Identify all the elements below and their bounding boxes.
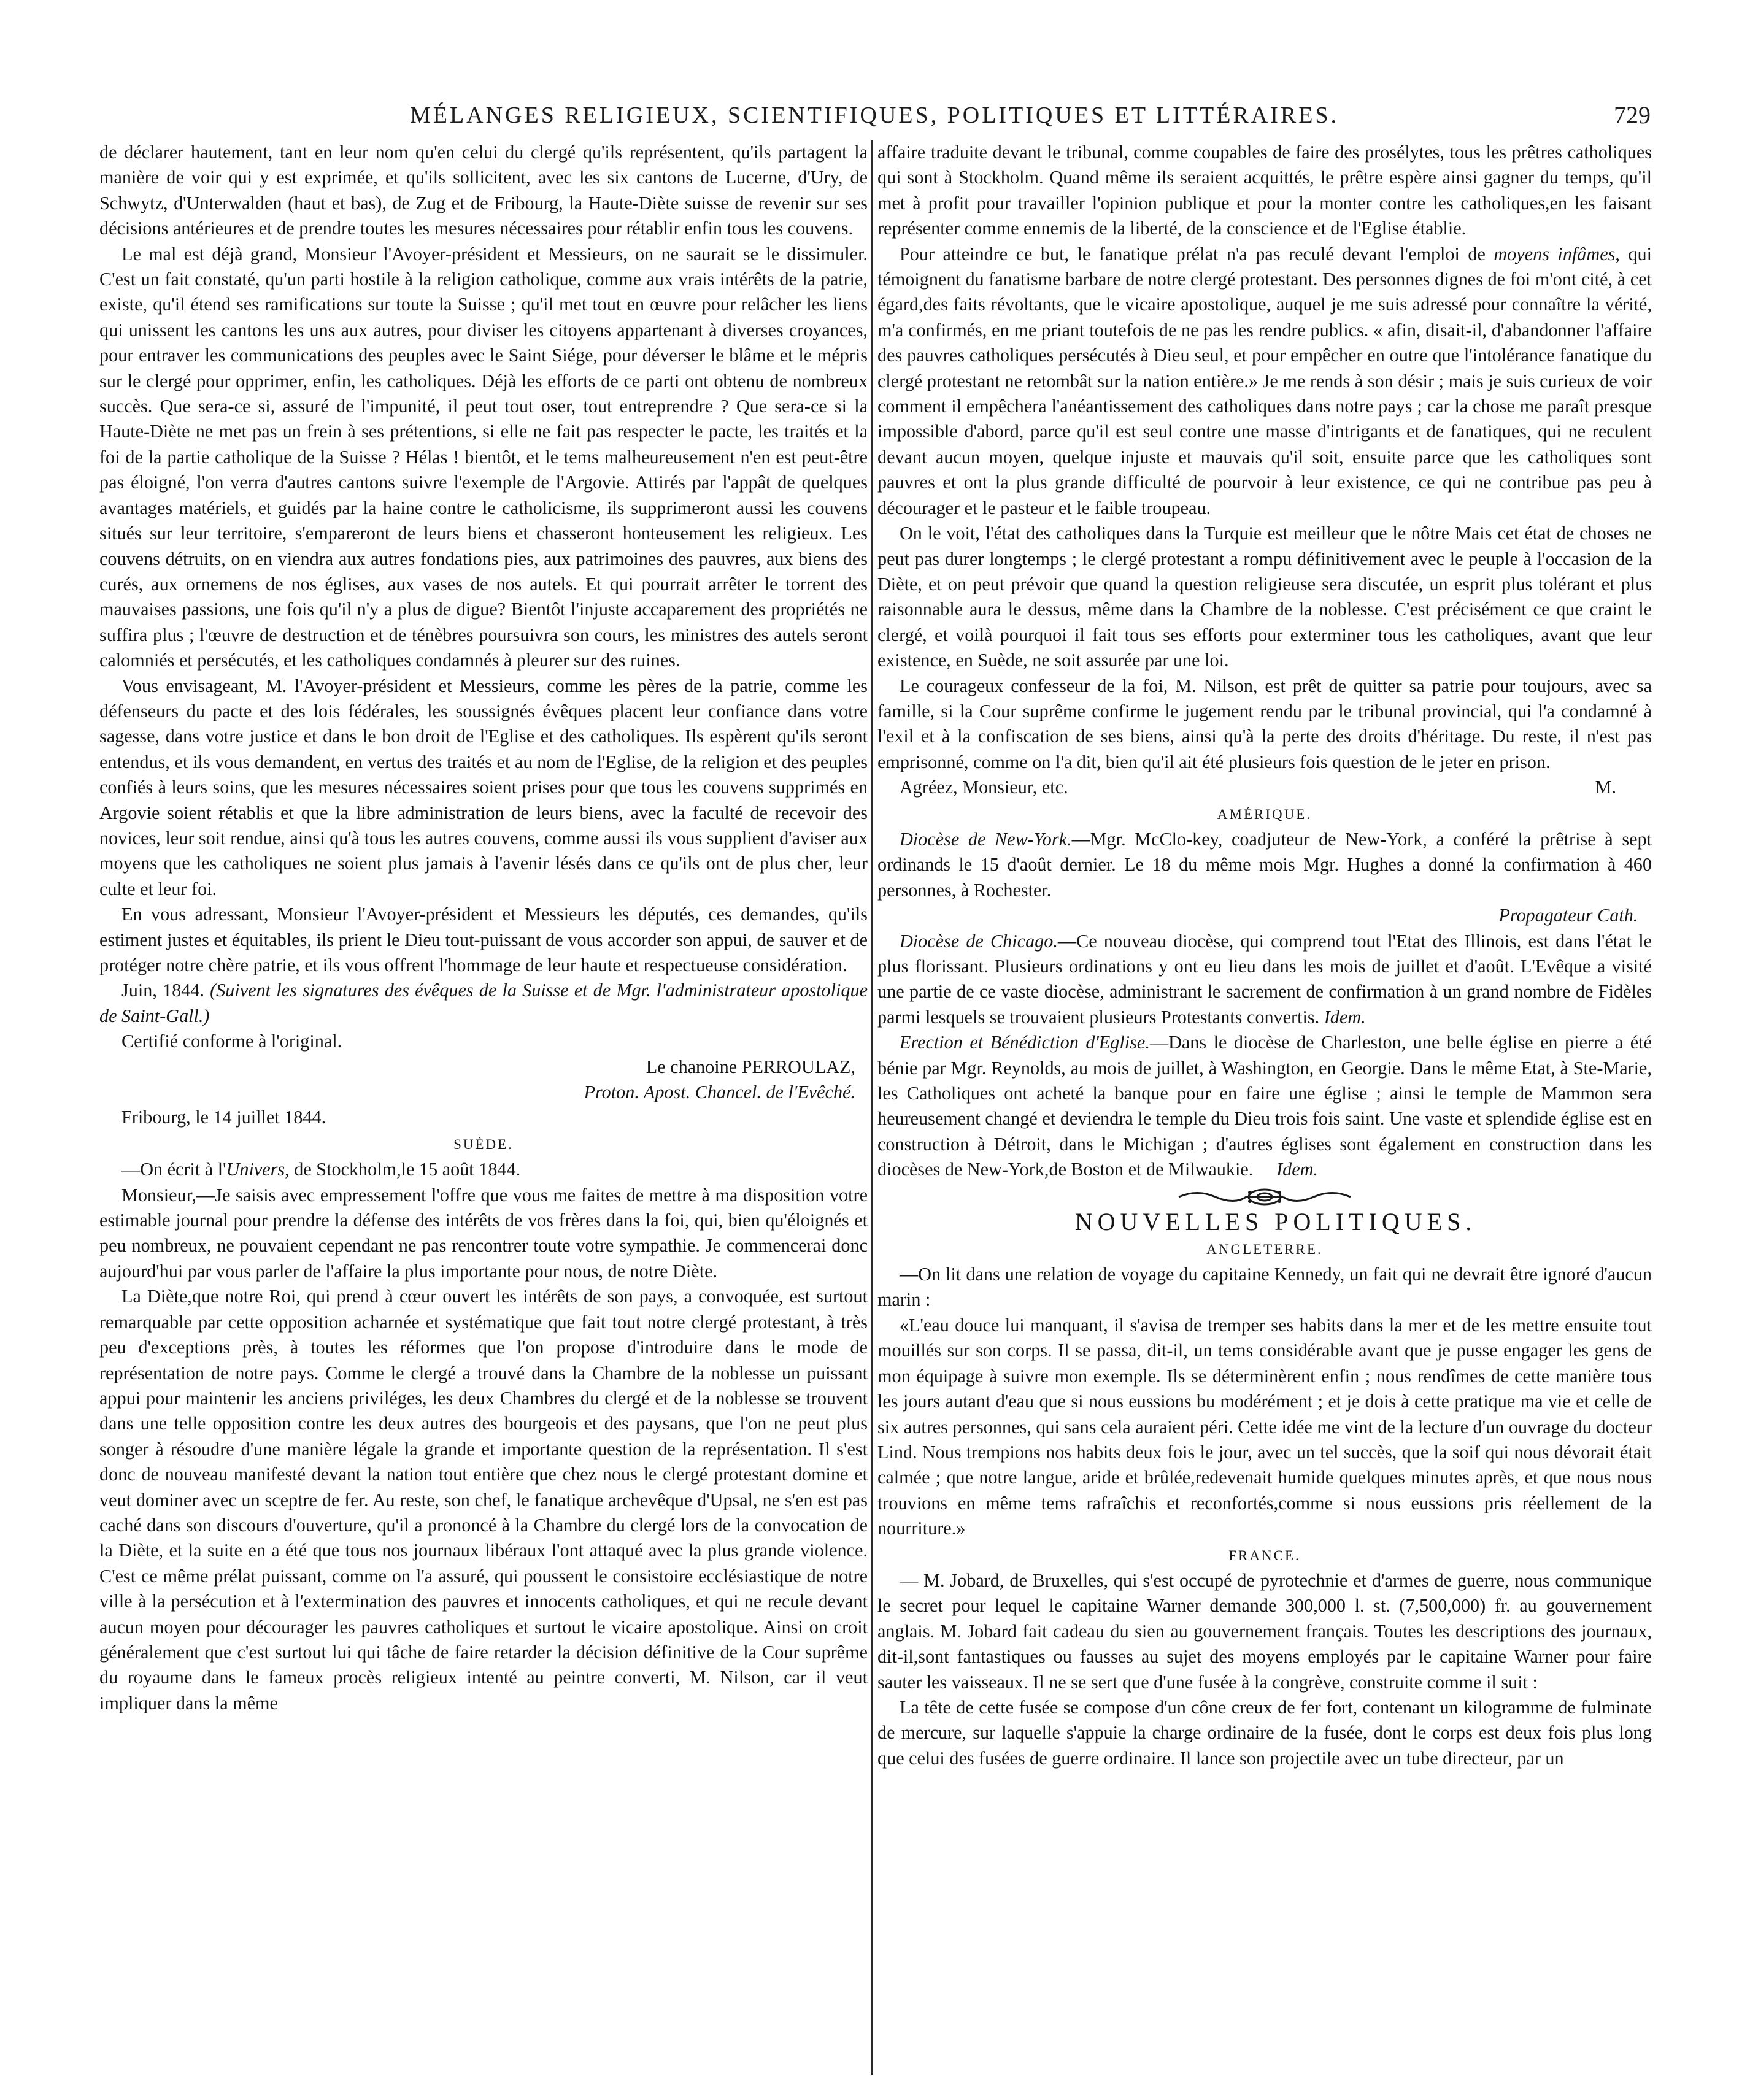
paragraph: «L'eau douce lui manquant, il s'avisa de tremper ses habits dans la mer et de les mettre ensuite tout mouillés sur son corps. Il se passa, dit-il, un tems considérable avant que je pusse engager les gens de mon équipage à suivre mon exemple. Ils se déterminèrent enfin ; nous rendîmes de cette manière tous les jours autant d'eau que si nous eussions bu modérément ; et je dois à cette pratique ma vie et celle de six autres personnes, qui sans cela auraient péri. Cette idée me vint de la lecture d'un ouvrage du docteur Lind. Nous trempions nos habits deux fois le jour, avec un tel succès, que la soif qui nous dévorait était calmée ; que notre langue, aride et brûlée,redevenait humide quelques minutes après, et que nous nous trouvions en même tems rafraîchis et reconfortés,comme si nous eussions pris réellement de la nourriture.» xyxy=(877,1314,1652,1539)
paragraph: Monsieur,—Je saisis avec empressement l'offre que vous me faites de mettre à ma disposition votre estimable journal pour prendre la défense des intérêts de vos frères dans la foi, qui, bien qu'éloignés et peu nombreux, ne pouvaient cependant ne pas rencontrer toute votre sympathie. Je commencerai donc aujourd'hui par vous parler de l'affaire la plus importante pour nous, de notre Diète. xyxy=(99,1184,868,1282)
paragraph: La Diète,que notre Roi, qui prend à cœur ouvert les intérêts de son pays, a convoquée, est surtout remarquable par cette opposition acharnée et systématique que fait tout notre clergé protestant, à très peu d'exceptions près, à toutes les réformes que l'on propose d'introduire dans le mode de représentation de notre pays. Comme le clergé a trouvé dans la Chambre de la noblesse un puissant appui pour maintenir les anciens priviléges, les deux Chambres du clergé et de la noblesse se trouvent dans une telle opposition contre les deux autres des bourgeois et des paysans, que l'on ne peut plus songer à résoudre d'une manière légale la grande et importante question de la représentation. Il s'est donc de nouveau manifesté devant la nation tout entière que chez nous le clergé protestant domine et veut dominer avec un sceptre de fer. Au reste, son chef, le fanatique archevêque d'Upsal, ne s'en est pas caché dans son discours d'ouverture, qu'il a prononcé à la Chambre du clergé lors de la convocation de la Diète, et la suite en a été que tous nos journaux libéraux l'ont attaqué avec la plus grande violence. C'est ce même prélat puissant, comme on l'a assuré, qui poussent le consistoire ecclésiastique de notre ville à la persécution et à l'extermination des pauvres et innocents catholiques, et qui ne recule devant aucun moyen pour décourager les pauvres catholiques et surtout le vicaire apostolique. Ainsi on croit généralement que c'est surtout lui qui tâche de faire retarder la décision définitive de la Cour suprême du royaume dans le fameux procès religieux intenté au peintre converti, M. Nilson, car il veut impliquer dans la même xyxy=(99,1286,868,1713)
signature-title xyxy=(99,1080,868,1105)
decorative-ornament xyxy=(877,1187,1652,1207)
paragraph: Le mal est déjà grand, Monsieur l'Avoyer-président et Messieurs, on ne saurait se le dissimuler. C'est un fait constaté, qu'un parti hostile à la religion catholique, comme aux vrais intérêts de la patrie, existe, qu'il étend ses ramifications sur toute la Suisse ; qu'il met tout en œuvre pour relâcher les liens qui unissent les cantons les uns aux autres, pour diviser les citoyens appartenant à diverses croyances, pour entraver les communications des peuples avec le Saint Siége, pour déverser le blâme et le mépris sur le clergé pour opprimer, enfin, les catholiques. Déjà les efforts de ce parti ont obtenu de nombreux succès. Que sera-ce si, assuré de l'impunité, il peut tout oser, tout entreprendre ? Que sera-ce si la Haute-Diète ne met pas un frein à ses prétentions, si elle ne fait pas respecter le pacte, les traités et la foi de la partie catholique de la Suisse ? Hélas ! bientôt, et le tems malheureusement n'en est peut-être pas éloigné, l'on verra d'autres cantons suivre l'exemple de l'Argovie. Attirés par l'appât de quelques avantages matériels, et guidés par la haine contre le catholicisme, ils supprimeront aussi les couvens situés sur leur territoire, s'empareront de leurs biens et chasseront honteusement les religieux. Les couvens détruits, on en viendra aux autres fondations pies, aux patrimoines des pauvres, aux biens des curés, aux ornemens de nos églises, aux vases de nos autels. Et qui pourrait arrêter le torrent des mauvaises passions, une fois qu'il n'y a plus de digue? Bientôt l'injuste accaparement des propriétés ne suffira plus ; l'œuvre de destruction et de ténèbres poursuivra son cours, les ministres des autels seront calomniés et persécutés, et les catholiques condamnés à pleurer sur des ruines. xyxy=(99,243,868,671)
section-heading-angleterre: ANGLETERRE. xyxy=(1206,1241,1323,1257)
paragraph: — M. Jobard, de Bruxelles, qui s'est occupé de pyrotechnie et d'armes de guerre, nous communique le secret pour lequel le capitaine Warner demande 300,000 l. st. (7,500,000) fr. au gouvernement anglais. M. Jobard fait cadeau du sien au gouvernement français. Toutes les descriptions des journaux, dit-il,sont fantastiques ou fausses au sujet des moyens employés par le capitaine Warner pour faire sauter les vaisseaux. Il ne se sert que d'une fusée à la congrève, construite comme il suit : xyxy=(877,1569,1652,1693)
paragraph: En vous adressant, Monsieur l'Avoyer-président et Messieurs les députés, ces demandes, qu'ils estiment justes et équitables, ils prient le Dieu tout-puissant de vous accorder son appui, de sauver et de protéger notre chère patrie, et ils vous offrent l'hommage de leur haute et respectueuse considération. xyxy=(99,904,868,975)
place-date: Fribourg, le 14 juillet 1844. xyxy=(121,1107,326,1128)
paragraph: de déclarer hautement, tant en leur nom qu'en celui du clergé qu'ils représentent, qu'ils partagent la manière de voir qui y est exprimée, et qu'ils sollicitent, avec les six cantons de Lucerne, d'Ury, de Schwytz, d'Unterwalden (haut et bas), de Zug et de Fribourg, la Haute-Diète suisse de revenir sur ses décisions antérieures et de prendre toutes les mesures nécessaires pour rétablir enfin tous les couvens. xyxy=(99,142,868,239)
letter-signoff xyxy=(877,775,1652,800)
nouvelles-politiques-heading: NOUVELLES POLITIQUES. xyxy=(1074,1207,1477,1236)
newspaper-name: Univers xyxy=(226,1159,285,1180)
certification: Certifié conforme à l'original. xyxy=(121,1031,342,1052)
source-credit xyxy=(877,903,1652,928)
left-column xyxy=(99,140,868,2075)
paragraph xyxy=(99,1157,868,1182)
text: —Mgr. McClo-key, coadjuteur de New-York, a conféré la prêtrise à sept ordinands le 15 d'août dernier. Le 18 du même mois Mgr. Hughes a donné la confirmation à 460 personnes, à Rochester. xyxy=(877,828,1652,901)
running-title: MÉLANGES RELIGIEUX, SCIENTIFIQUES, POLITIQUES ET LITTÉRAIRES. xyxy=(409,102,1339,128)
signoff-text: Agréez, Monsieur, etc. xyxy=(900,777,1068,798)
item-heading: Diocèse de New-York. xyxy=(900,828,1072,850)
item-heading: Erection et Bénédiction d'Eglise. xyxy=(900,1032,1150,1053)
paragraph: Le courageux confesseur de la foi, M. Nilson, est prêt de quitter sa patrie pour toujours, avec sa famille, si la Cour suprême confirme le jugement rendu par le tribunal provincial, qui l'a condamné à l'exil et à la confiscation de ses biens, ainsi qu'à la perte des droits d'héritage. Du reste, il n'est pas emprisonné, comme on l'a dit, bien qu'il ait été plusieurs fois question de le jeter en prison. xyxy=(877,675,1652,772)
running-head xyxy=(98,102,1651,133)
section-heading-suede: SUÈDE. xyxy=(453,1136,514,1152)
section-heading-france: FRANCE. xyxy=(1228,1547,1301,1563)
text: —On écrit à l' xyxy=(121,1159,226,1180)
text: , de Stockholm,le 15 août 1844. xyxy=(285,1159,521,1180)
source-text: Idem. xyxy=(1324,1006,1366,1028)
text: —Dans le diocèse de Charleston, une belle église en pierre a été bénie par Mgr. Reynolds, au mois de juillet, à Washington, en Georgie. Dans le même Etat, à Ste-Marie, les Catholiques ont acheté la banque pour en faire une église ; ainsi le temple de Mammon sera heureusement changé et deviendra le temple du Dieu trois fois saint. Une vaste et splendide église est en construction à Détroit, dans le Michigan ; d'autres églises sont également en construction dans les diocèses de New-York,de Boston et de Milwaukie. xyxy=(877,1032,1652,1180)
paragraph: La tête de cette fusée se compose d'un cône creux de fer fort, contenant un kilogramme de fulminate de mercure, sur laquelle s'appuie la charge ordinaire de la fusée, dont le corps est deux fois plus long que celui des fusées de guerre ordinaire. Il lance son projectile avec un tube directeur, par un xyxy=(877,1696,1652,1769)
paragraph: On le voit, l'état des catholiques dans la Turquie est meilleur que le nôtre Mais cet état de choses ne peut pas durer longtemps ; le clergé protestant a rompu définitivement avec le peuple à l'occasion de la Diète, et on peut prévoir que quand la question religieuse sera discutée, un esprit plus tolérant et plus raisonnable aura le dessus, même dans la Chambre de la noblesse. C'est précisément ce que craint le clergé, et voilà pourquoi il fait tous ses efforts pour exterminer tous les catholiques, avant que leur existence, en Suède, ne soit assurée par une loi. xyxy=(877,523,1652,671)
signature-title-text: Proton. Apost. Chancel. de l'Evêché. xyxy=(584,1082,855,1103)
text: —Ce nouveau diocèse, qui comprend tout l'Etat des Illinois, est dans l'état le plus florissant. Plusieurs ordinations y ont eu lieu dans les mois de juillet et d'août. L'Evêque a visité une partie de ce vaste diocèse, administrant le sacrement de confirmation à un grand nombre de Fidèles parmi lesquels se trouvaient plusieurs Protestants convertis. xyxy=(877,930,1652,1028)
signoff-initial: M. xyxy=(1595,777,1616,798)
paragraph: affaire traduite devant le tribunal, comme coupables de faire des prosélytes, tous les prêtres catholiques qui sont à Stockholm. Quand même ils seraient acquittés, le prêtre espère ainsi gagner du temps, qu'il met à profit pour travailler l'opinion publique et pour la monter contre les catholiques,en les faisant représenter comme ennemis de la liberté, de la conscience et de l'Eglise établie. xyxy=(877,142,1652,239)
paragraph: —On lit dans une relation de voyage du capitaine Kennedy, un fait qui ne devrait être ignoré d'aucun marin : xyxy=(877,1264,1652,1310)
date: Juin, 1844. xyxy=(121,980,204,1001)
right-column xyxy=(877,140,1652,2075)
column-rule xyxy=(871,140,873,2075)
ornament-flourish-icon xyxy=(1173,1187,1357,1207)
source-text: Idem. xyxy=(1276,1159,1318,1180)
signature-line: Le chanoine PERROULAZ, xyxy=(646,1056,855,1077)
emphasis: moyens infâmes xyxy=(1494,243,1616,264)
paragraph xyxy=(877,1030,1652,1182)
paragraph xyxy=(877,929,1652,1031)
item-heading: Diocèse de Chicago. xyxy=(900,930,1058,952)
paragraph xyxy=(877,242,1652,521)
section-heading-amerique: AMÉRIQUE. xyxy=(1217,806,1312,822)
paragraph xyxy=(877,827,1652,903)
signatures-note: (Suivent les signatures des évêques de la Suisse et de Mgr. l'administrateur apostolique de Saint-Gall.) xyxy=(99,980,868,1026)
page-number: 729 xyxy=(1614,101,1651,129)
source-text: Propagateur Cath. xyxy=(1498,905,1638,926)
paragraph-date-signatures xyxy=(99,978,868,1029)
text: , qui témoignent du fanatisme barbare de notre clergé protestant. Des personnes dignes de foi m'ont cité, à cet égard,des faits révoltants, que le vicaire apostolique, auquel je me suis adressé pour connaître la vérité, m'a confirmés, en me priant toutefois de ne pas les rendre publics. « afin, disait-il, d'abandonner l'affaire des pauvres catholiques persécutés à Dieu seul, et pour empêcher en outre que l'intolérance fanatique du clergé protestant ne retombât sur la nation entière.» Je me rends à son désir ; mais je suis curieux de voir comment il empêchera l'anéantissement des catholiques dans notre pays ; car la chose me paraît presque impossible d'abord, parce qu'il est seul contre une masse d'intrigants et de fanatiques, qui ne reculent devant aucun moyen, quelque injuste et mauvais qu'il soit, ensuite parce que les catholiques sont pauvres et ont la plus grande difficulté de pourvoir à leur existence, ce qui ne contribue pas peu à décourager et le pasteur et le faible troupeau. xyxy=(877,243,1652,518)
text: Pour atteindre ce but, le fanatique prélat n'a pas reculé devant l'emploi de xyxy=(900,243,1494,264)
paragraph: Vous envisageant, M. l'Avoyer-président et Messieurs, comme les pères de la patrie, comme les défenseurs du pacte et des lois fédérales, les soussignés évêques placent leur confiance dans votre sagesse, dans votre justice et dans le bon droit de l'Eglise et des catholiques. Ils espèrent qu'ils seront entendus, et ils vous demandent, en vertus des traités et au nom de l'Eglise, de la religion et des peuples confiés à leurs soins, que les mesures nécessaires soient prises pour que tous les couvens supprimés en Argovie soient rétablis et que la libre administration de leurs biens, avec la faculté de recevoir des novices, leur soit rendue, ainsi qu'à tous les autres couvens, comme aussi ils vous supplient d'aviser aux moyens que les catholiques ne soient plus jamais à l'avenir lésés dans ce qu'ils ont de plus cher, leur culte et leur foi. xyxy=(99,675,868,899)
